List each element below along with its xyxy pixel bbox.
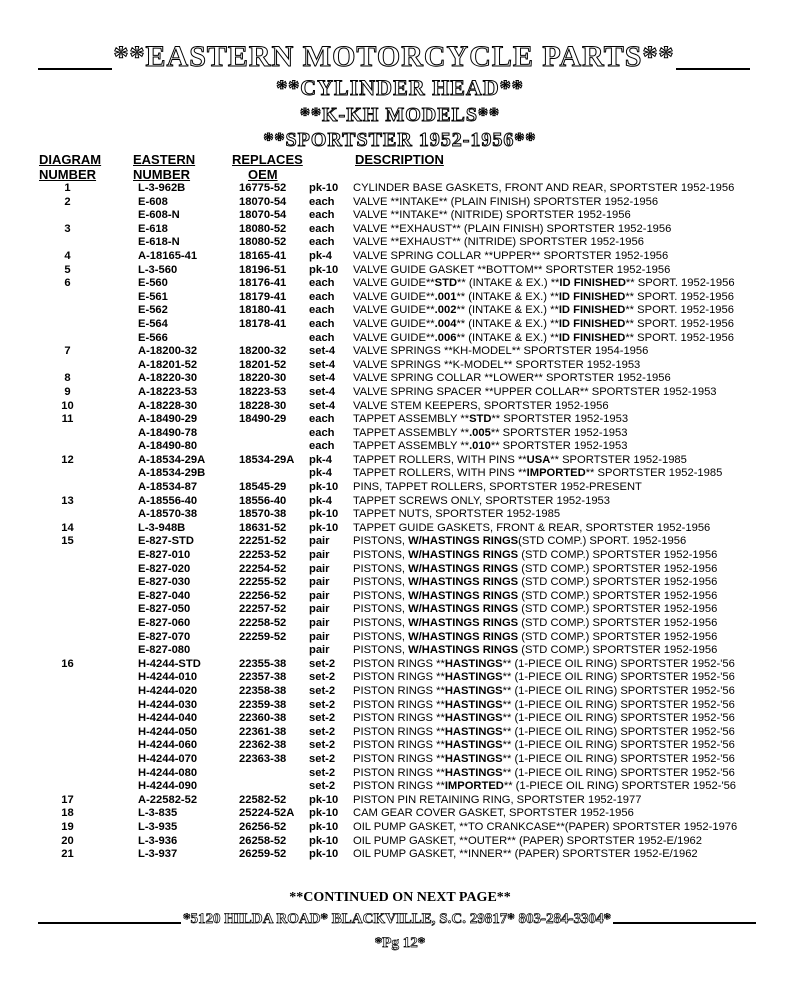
description-cell: PISTON RINGS **HASTINGS** (1-PIECE OIL RING) SPORTSTER 1952-'56 (353, 766, 735, 779)
description-cell: PISTON RINGS **HASTINGS** (1-PIECE OIL RING) SPORTSTER 1952-'56 (353, 684, 735, 697)
eastern-number-cell: A-18490-29 (138, 413, 198, 426)
description-cell: CAM GEAR COVER GASKET, SPORTSTER 1952-1956 (353, 807, 634, 820)
unit-cell: pk-10 (309, 807, 339, 820)
table-row (0, 644, 800, 658)
eastern-number-cell: L-3-948B (138, 521, 186, 534)
eastern-number-cell: A-18223-53 (138, 385, 198, 398)
description-cell: OIL PUMP GASKET, **INNER** (PAPER) SPORTSTER 1952-E/1962 (353, 848, 698, 861)
table-row (0, 182, 800, 196)
table-row (0, 291, 800, 305)
years-title: **SPORTSTER 1952-1956** (263, 129, 537, 151)
description-cell: TAPPET ROLLERS, WITH PINS **IMPORTED** SPORTSTER 1952-1985 (353, 467, 723, 480)
oem-number-cell: 18070-54 (239, 195, 287, 208)
table-row (0, 359, 800, 373)
description-cell: PISTONS, W/HASTINGS RINGS (STD COMP.) SPORTSTER 1952-1956 (353, 549, 718, 562)
table-row (0, 454, 800, 468)
col-eastern-header: EASTERN (133, 152, 196, 167)
eastern-number-cell: A-18200-32 (138, 345, 198, 358)
models-title: **K-KH MODELS** (299, 104, 500, 126)
unit-cell: set-4 (309, 358, 336, 371)
table-row (0, 427, 800, 441)
description-cell: VALVE SPRINGS **KH-MODEL** SPORTSTER 1954-1956 (353, 345, 649, 358)
eastern-number-cell: E-827-010 (138, 549, 191, 562)
diagram-number-cell: 3 (64, 222, 71, 235)
unit-cell: pk-4 (309, 453, 333, 466)
description-cell: PISTON RINGS **HASTINGS** (1-PIECE OIL RING) SPORTSTER 1952-'56 (353, 712, 735, 725)
unit-cell: pair (309, 617, 330, 629)
oem-number-cell: 18080-52 (239, 222, 287, 235)
eastern-number-cell: H-4244-080 (138, 766, 198, 779)
unit-cell: set-4 (309, 399, 336, 412)
table-row (0, 467, 800, 481)
description-cell: VALVE **EXHAUST** (NITRIDE) SPORTSTER 1952-1956 (353, 236, 644, 249)
description-cell: VALVE GUIDE**.006** (INTAKE & EX.) **ID FINISHED** SPORT. 1952-1956 (353, 331, 734, 344)
oem-number-cell: 18176-41 (239, 277, 287, 290)
eastern-number-cell: A-18556-40 (138, 494, 198, 507)
eastern-number-cell: A-18534-29A (138, 453, 206, 466)
unit-cell: each (309, 426, 335, 439)
table-row (0, 699, 800, 713)
eastern-number-cell: A-18228-30 (138, 399, 198, 412)
oem-number-cell: 18200-32 (239, 345, 287, 358)
eastern-number-cell: E-566 (138, 331, 168, 344)
eastern-number-cell: E-564 (138, 317, 168, 330)
unit-cell: set-2 (309, 752, 336, 765)
oem-number-cell: 22355-38 (239, 657, 287, 670)
unit-cell: pk-10 (309, 793, 339, 806)
unit-cell: pair (309, 549, 330, 562)
col-replaces-header: REPLACES (232, 152, 303, 167)
address-rule-left (38, 922, 181, 924)
section-title: **CYLINDER HEAD** (276, 75, 524, 100)
oem-number-cell: 18534-29A (239, 453, 295, 466)
diagram-number-cell: 8 (64, 372, 71, 385)
oem-number-cell: 18556-40 (239, 494, 287, 507)
oem-number-cell: 22361-38 (239, 725, 287, 738)
oem-number-cell: 22582-52 (239, 793, 287, 806)
table-row (0, 508, 800, 522)
description-cell: VALVE **INTAKE** (PLAIN FINISH) SPORTSTER 1952-1956 (353, 195, 659, 208)
unit-cell: pair (309, 589, 330, 602)
description-cell: PISTONS, W/HASTINGS RINGS (STD COMP.) SPORTSTER 1952-1956 (353, 644, 718, 657)
unit-cell: set-2 (309, 671, 336, 684)
unit-cell: set-4 (309, 385, 336, 398)
eastern-number-cell: E-608-N (138, 209, 180, 222)
eastern-number-cell: E-827-040 (138, 589, 191, 602)
oem-number-cell: 22251-52 (239, 535, 287, 548)
description-cell: VALVE **EXHAUST** (PLAIN FINISH) SPORTSTER 1952-1956 (353, 222, 672, 235)
unit-cell: pk-4 (309, 467, 333, 480)
oem-number-cell: 18201-52 (239, 358, 287, 371)
diagram-number-cell: 11 (61, 413, 74, 426)
unit-cell: pk-4 (309, 494, 333, 507)
oem-number-cell: 18178-41 (239, 317, 287, 330)
diagram-number-cell: 7 (64, 345, 71, 358)
table-row (0, 576, 800, 590)
oem-number-cell: 16775-52 (239, 182, 287, 194)
col-description-header: DESCRIPTION (355, 152, 444, 167)
oem-number-cell: 18196-51 (239, 263, 287, 276)
oem-number-cell: 18165-41 (239, 249, 287, 262)
diagram-number-cell: 15 (61, 535, 74, 548)
table-row (0, 277, 800, 291)
parts-table (0, 182, 800, 862)
description-cell: PINS, TAPPET ROLLERS, SPORTSTER 1952-PRESENT (353, 481, 642, 494)
table-row (0, 712, 800, 726)
table-row (0, 549, 800, 563)
unit-cell: pair (309, 535, 330, 548)
unit-cell: pk-4 (309, 249, 333, 262)
unit-cell: pk-10 (309, 848, 339, 861)
oem-number-cell: 18220-30 (239, 372, 287, 385)
diagram-number-cell: 14 (61, 521, 74, 534)
diagram-number-cell: 12 (61, 453, 74, 466)
unit-cell: set-2 (309, 657, 336, 670)
eastern-number-cell: L-3-560 (138, 263, 178, 276)
eastern-number-cell: H-4244-050 (138, 725, 198, 738)
table-row (0, 223, 800, 237)
diagram-number-cell: 4 (64, 249, 71, 262)
unit-cell: set-2 (309, 698, 336, 711)
description-cell: VALVE GUIDE GASKET **BOTTOM** SPORTSTER 1952-1956 (353, 263, 671, 276)
unit-cell: set-2 (309, 725, 336, 738)
description-cell: PISTON RINGS **HASTINGS** (1-PIECE OIL RING) SPORTSTER 1952-'56 (353, 725, 735, 738)
description-cell: VALVE GUIDE**STD** (INTAKE & EX.) **ID FINISHED** SPORT. 1952-1956 (353, 277, 735, 290)
eastern-number-cell: A-18570-38 (138, 508, 198, 521)
table-row (0, 400, 800, 414)
unit-cell: pk-10 (309, 521, 339, 534)
oem-number-cell: 18180-41 (239, 304, 287, 317)
oem-number-cell: 22259-52 (239, 630, 287, 643)
oem-number-cell: 22253-52 (239, 549, 287, 562)
description-cell: VALVE SPRING SPACER **UPPER COLLAR** SPORTSTER 1952-1953 (353, 385, 717, 398)
table-row (0, 603, 800, 617)
unit-cell: each (309, 304, 335, 317)
description-cell: PISTONS, W/HASTINGS RINGS (STD COMP.) SPORTSTER 1952-1956 (353, 562, 718, 575)
oem-number-cell: 26258-52 (239, 834, 287, 847)
eastern-number-cell: L-3-962B (138, 182, 186, 194)
unit-cell: pair (309, 576, 330, 589)
unit-cell: pair (309, 644, 330, 657)
address-row (38, 911, 756, 928)
eastern-number-cell: L-3-935 (138, 820, 178, 833)
oem-number-cell: 22255-52 (239, 576, 287, 589)
eastern-number-cell: H-4244-090 (138, 780, 198, 793)
eastern-number-cell: A-18534-87 (138, 481, 198, 494)
description-cell: TAPPET ASSEMBLY **.005** SPORTSTER 1952-1953 (353, 426, 628, 439)
title-row (38, 40, 750, 74)
unit-cell: each (309, 413, 335, 426)
oem-number-cell: 22358-38 (239, 684, 287, 697)
eastern-number-cell: H-4244-020 (138, 684, 198, 697)
table-row (0, 304, 800, 318)
description-cell: OIL PUMP GASKET, **TO CRANKCASE**(PAPER) SPORTSTER 1952-1976 (353, 820, 738, 833)
oem-number-cell: 18179-41 (239, 290, 287, 303)
table-row (0, 535, 800, 549)
oem-number-cell: 18223-53 (239, 385, 287, 398)
eastern-number-cell: A-18490-80 (138, 440, 198, 453)
unit-cell: pair (309, 603, 330, 616)
description-cell: PISTONS, W/HASTINGS RINGS(STD COMP.) SPORT. 1952-1956 (353, 535, 687, 548)
description-cell: CYLINDER BASE GASKETS, FRONT AND REAR, SPORTSTER 1952-1956 (353, 182, 735, 194)
eastern-number-cell: H-4244-010 (138, 671, 198, 684)
table-row (0, 726, 800, 740)
unit-cell: each (309, 277, 335, 290)
unit-cell: pk-10 (309, 834, 339, 847)
table-row (0, 318, 800, 332)
diagram-number-cell: 21 (61, 848, 74, 861)
table-row (0, 440, 800, 454)
diagram-number-cell: 19 (61, 820, 74, 833)
description-cell: PISTONS, W/HASTINGS RINGS (STD COMP.) SPORTSTER 1952-1956 (353, 603, 718, 616)
description-cell: VALVE GUIDE**.002** (INTAKE & EX.) **ID FINISHED** SPORT. 1952-1956 (353, 304, 734, 317)
table-row (0, 522, 800, 536)
diagram-number-cell: 2 (64, 195, 71, 208)
oem-number-cell: 22359-38 (239, 698, 287, 711)
eastern-number-cell: A-18220-30 (138, 372, 198, 385)
description-cell: PISTONS, W/HASTINGS RINGS (STD COMP.) SPORTSTER 1952-1956 (353, 617, 718, 629)
eastern-number-cell: H-4244-060 (138, 739, 198, 752)
unit-cell: set-2 (309, 739, 336, 752)
unit-cell: each (309, 331, 335, 344)
address-rule-right (613, 922, 756, 924)
address-text: *5120 HILDA ROAD* BLACKVILLE, S.C. 29817* 803-284-3304* (183, 911, 611, 927)
oem-number-cell: 22357-38 (239, 671, 287, 684)
description-cell: TAPPET ROLLERS, WITH PINS **USA** SPORTSTER 1952-1985 (353, 453, 687, 466)
eastern-number-cell: L-3-835 (138, 807, 178, 820)
oem-number-cell: 18080-52 (239, 236, 287, 249)
oem-number-cell: 22257-52 (239, 603, 287, 616)
description-cell: TAPPET GUIDE GASKETS, FRONT & REAR, SPORTSTER 1952-1956 (353, 521, 711, 534)
eastern-number-cell: E-608 (138, 195, 168, 208)
description-cell: TAPPET SCREWS ONLY, SPORTSTER 1952-1953 (353, 494, 610, 507)
oem-number-cell: 22362-38 (239, 739, 287, 752)
col-diagram-header: DIAGRAM (39, 152, 102, 167)
table-row (0, 250, 800, 264)
col-diagram-header-2: NUMBER (39, 167, 97, 182)
table-row (0, 835, 800, 849)
eastern-number-cell: A-18201-52 (138, 358, 198, 371)
table-row (0, 332, 800, 346)
eastern-number-cell: E-827-STD (138, 535, 194, 548)
continued-note: **CONTINUED ON NEXT PAGE** (289, 890, 511, 905)
unit-cell: set-2 (309, 712, 336, 725)
table-row (0, 196, 800, 210)
description-cell: VALVE SPRING COLLAR **LOWER** SPORTSTER 1952-1956 (353, 372, 671, 385)
table-row (0, 372, 800, 386)
unit-cell: each (309, 440, 335, 453)
description-cell: PISTON RINGS **IMPORTED** (1-PIECE OIL RING) SPORTSTER 1952-'56 (353, 780, 737, 793)
oem-number-cell: 22363-38 (239, 752, 287, 765)
table-row (0, 753, 800, 767)
description-cell: VALVE GUIDE**.001** (INTAKE & EX.) **ID FINISHED** SPORT. 1952-1956 (353, 290, 734, 303)
oem-number-cell: 22258-52 (239, 617, 287, 629)
table-row (0, 685, 800, 699)
diagram-number-cell: 20 (61, 834, 74, 847)
eastern-number-cell: A-18165-41 (138, 249, 198, 262)
company-title: **EASTERN MOTORCYCLE PARTS** (113, 40, 675, 73)
table-row (0, 563, 800, 577)
col-oem-header: OEM (248, 167, 278, 182)
col-eastern-header-2: NUMBER (133, 167, 191, 182)
unit-cell: each (309, 290, 335, 303)
eastern-number-cell: A-22582-52 (138, 793, 198, 806)
description-cell: VALVE STEM KEEPERS, SPORTSTER 1952-1956 (353, 399, 609, 412)
table-row (0, 807, 800, 821)
oem-number-cell: 25224-52A (239, 807, 295, 820)
oem-number-cell: 22254-52 (239, 562, 287, 575)
eastern-number-cell: E-561 (138, 290, 168, 303)
eastern-number-cell: E-562 (138, 304, 168, 317)
oem-number-cell: 26259-52 (239, 848, 287, 861)
oem-number-cell: 18545-29 (239, 481, 287, 494)
unit-cell: pk-10 (309, 182, 339, 194)
description-cell: PISTON RINGS **HASTINGS** (1-PIECE OIL RING) SPORTSTER 1952-'56 (353, 657, 735, 670)
description-cell: OIL PUMP GASKET, **OUTER** (PAPER) SPORTSTER 1952-E/1962 (353, 834, 702, 847)
oem-number-cell: 22256-52 (239, 589, 287, 602)
table-row (0, 264, 800, 278)
description-cell: PISTONS, W/HASTINGS RINGS (STD COMP.) SPORTSTER 1952-1956 (353, 589, 718, 602)
table-row (0, 658, 800, 672)
unit-cell: pair (309, 562, 330, 575)
description-cell: PISTON RINGS **HASTINGS** (1-PIECE OIL RING) SPORTSTER 1952-'56 (353, 752, 735, 765)
unit-cell: each (309, 195, 335, 208)
eastern-number-cell: E-827-060 (138, 617, 191, 629)
table-row (0, 739, 800, 753)
unit-cell: set-4 (309, 345, 336, 358)
unit-cell: pk-10 (309, 481, 339, 494)
eastern-number-cell: H-4244-STD (138, 657, 201, 670)
diagram-number-cell: 10 (61, 399, 74, 412)
diagram-number-cell: 9 (64, 385, 71, 398)
oem-number-cell: 18490-29 (239, 413, 287, 426)
eastern-number-cell: E-827-020 (138, 562, 191, 575)
unit-cell: set-2 (309, 780, 336, 793)
table-row (0, 767, 800, 781)
description-cell: VALVE SPRING COLLAR **UPPER** SPORTSTER 1952-1956 (353, 249, 669, 262)
diagram-number-cell: 6 (64, 277, 71, 290)
unit-cell: each (309, 209, 335, 222)
description-cell: PISTON RINGS **HASTINGS** (1-PIECE OIL RING) SPORTSTER 1952-'56 (353, 698, 735, 711)
eastern-number-cell: E-560 (138, 277, 168, 290)
description-cell: TAPPET ASSEMBLY **.010** SPORTSTER 1952-1953 (353, 440, 628, 453)
unit-cell: set-2 (309, 766, 336, 779)
title-rule-left (38, 68, 112, 70)
table-row (0, 236, 800, 250)
table-row (0, 495, 800, 509)
description-cell: PISTON PIN RETAINING RING, SPORTSTER 1952-1977 (353, 793, 642, 806)
eastern-number-cell: H-4244-030 (138, 698, 198, 711)
description-cell: PISTON RINGS **HASTINGS** (1-PIECE OIL RING) SPORTSTER 1952-'56 (353, 739, 735, 752)
unit-cell: pk-10 (309, 263, 339, 276)
diagram-number-cell: 18 (61, 807, 74, 820)
oem-number-cell: 18228-30 (239, 399, 287, 412)
description-cell: VALVE **INTAKE** (NITRIDE) SPORTSTER 1952-1956 (353, 209, 631, 222)
unit-cell: pair (309, 630, 330, 643)
table-row (0, 631, 800, 645)
eastern-number-cell: E-618-N (138, 236, 180, 249)
oem-number-cell: 22360-38 (239, 712, 287, 725)
table-row (0, 345, 800, 359)
title-rule-right (676, 68, 750, 70)
unit-cell: set-4 (309, 372, 336, 385)
eastern-number-cell: A-18534-29B (138, 467, 206, 480)
table-row (0, 780, 800, 794)
description-cell: TAPPET NUTS, SPORTSTER 1952-1985 (353, 508, 561, 521)
table-row (0, 848, 800, 862)
unit-cell: pk-10 (309, 508, 339, 521)
diagram-number-cell: 1 (64, 182, 71, 194)
page-number: *Pg 12* (374, 935, 426, 951)
diagram-number-cell: 5 (64, 263, 71, 276)
eastern-number-cell: A-18490-78 (138, 426, 198, 439)
table-row (0, 481, 800, 495)
diagram-number-cell: 16 (61, 657, 74, 670)
eastern-number-cell: E-827-030 (138, 576, 191, 589)
table-row (0, 617, 800, 631)
table-row (0, 413, 800, 427)
description-cell: PISTON RINGS **HASTINGS** (1-PIECE OIL RING) SPORTSTER 1952-'56 (353, 671, 735, 684)
table-row (0, 821, 800, 835)
oem-number-cell: 18570-38 (239, 508, 287, 521)
unit-cell: each (309, 236, 335, 249)
unit-cell: each (309, 222, 335, 235)
unit-cell: pk-10 (309, 820, 339, 833)
eastern-number-cell: E-827-080 (138, 644, 191, 657)
eastern-number-cell: E-827-070 (138, 630, 191, 643)
eastern-number-cell: E-827-050 (138, 603, 191, 616)
description-cell: PISTONS, W/HASTINGS RINGS (STD COMP.) SPORTSTER 1952-1956 (353, 576, 718, 589)
table-row (0, 209, 800, 223)
diagram-number-cell: 17 (61, 793, 74, 806)
eastern-number-cell: L-3-937 (138, 848, 178, 861)
description-cell: VALVE SPRINGS **K-MODEL** SPORTSTER 1952-1953 (353, 358, 641, 371)
table-row (0, 794, 800, 808)
table-row (0, 590, 800, 604)
description-cell: PISTONS, W/HASTINGS RINGS (STD COMP.) SPORTSTER 1952-1956 (353, 630, 718, 643)
eastern-number-cell: E-618 (138, 222, 168, 235)
unit-cell: each (309, 317, 335, 330)
unit-cell: set-2 (309, 684, 336, 697)
oem-number-cell: 26256-52 (239, 820, 287, 833)
oem-number-cell: 18631-52 (239, 521, 287, 534)
eastern-number-cell: L-3-936 (138, 834, 178, 847)
description-cell: VALVE GUIDE**.004** (INTAKE & EX.) **ID FINISHED** SPORT. 1952-1956 (353, 317, 734, 330)
eastern-number-cell: H-4244-040 (138, 712, 198, 725)
eastern-number-cell: H-4244-070 (138, 752, 198, 765)
description-cell: TAPPET ASSEMBLY **STD** SPORTSTER 1952-1953 (353, 413, 629, 426)
oem-number-cell: 18070-54 (239, 209, 287, 222)
table-row (0, 386, 800, 400)
diagram-number-cell: 13 (61, 494, 74, 507)
table-row (0, 671, 800, 685)
